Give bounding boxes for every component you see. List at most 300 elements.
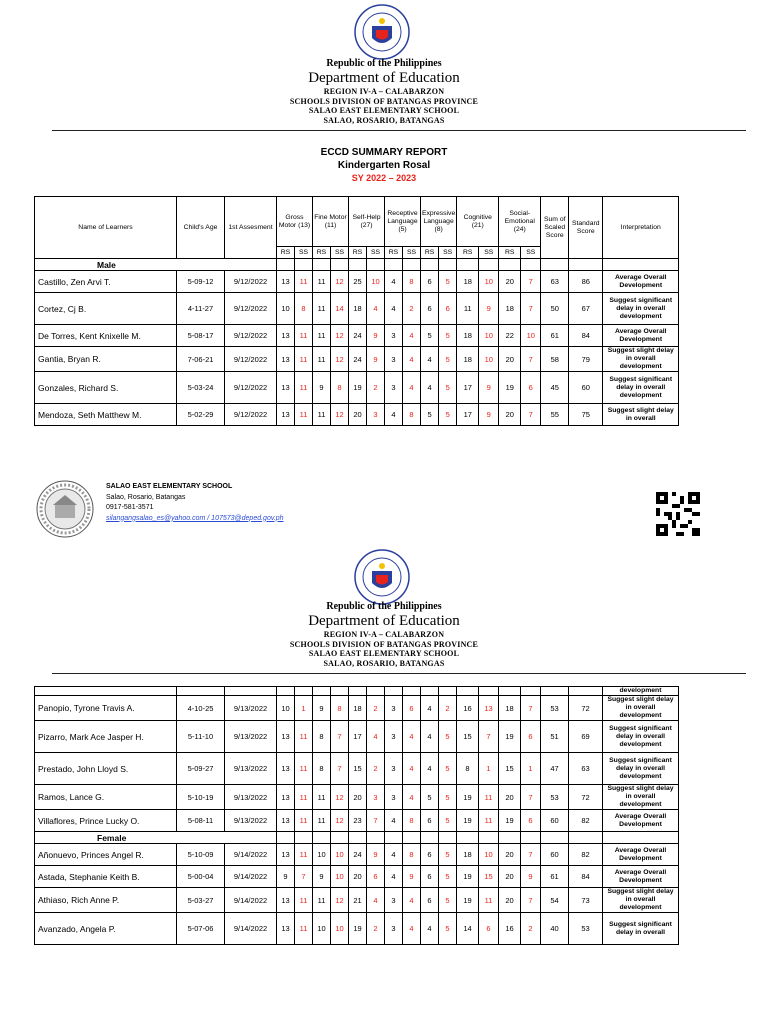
table-row <box>35 325 679 347</box>
scaled-score: 7 <box>521 271 541 293</box>
raw-score: 11 <box>313 271 331 293</box>
child-age: 5-07-06 <box>177 913 225 945</box>
learner-name: Avanzado, Angela P. <box>35 913 177 945</box>
raw-score: 11 <box>313 810 331 832</box>
sum-scaled-score: 53 <box>541 696 569 721</box>
interpretation: Average Overall Development <box>603 844 679 866</box>
interpretation: Suggest slight delay in overall <box>603 404 679 426</box>
raw-score: 24 <box>349 325 367 347</box>
learner-name: Astada, Stephanie Keith B. <box>35 866 177 888</box>
interpretation: Suggest slight delay in overall development <box>603 785 679 810</box>
region-text: REGION IV-A – CALABARZON <box>323 87 445 96</box>
learner-name: Castillo, Zen Arvi T. <box>35 271 177 293</box>
scaled-score: 7 <box>521 888 541 913</box>
sum-scaled-score: 40 <box>541 913 569 945</box>
raw-score: 13 <box>277 271 295 293</box>
assessment-date: 9/14/2022 <box>225 913 277 945</box>
scaled-score: 12 <box>331 404 349 426</box>
scaled-score: 4 <box>403 372 421 404</box>
ss-label: SS <box>295 247 313 259</box>
school-text: SALAO EAST ELEMENTARY SCHOOL <box>308 106 460 115</box>
child-age: 5-02-29 <box>177 404 225 426</box>
raw-score: 13 <box>277 913 295 945</box>
col-cognitive: Cognitive (21) <box>457 197 499 247</box>
sum-scaled-score: 50 <box>541 293 569 325</box>
scaled-score: 7 <box>521 785 541 810</box>
raw-score: 3 <box>385 721 403 753</box>
scaled-score: 11 <box>295 913 313 945</box>
scaled-score: 4 <box>403 785 421 810</box>
scaled-score: 11 <box>295 844 313 866</box>
scaled-score: 9 <box>367 347 385 372</box>
scaled-score: 8 <box>331 696 349 721</box>
section-male-label: Male <box>35 259 277 271</box>
scaled-score: 5 <box>439 372 457 404</box>
scaled-score: 11 <box>295 721 313 753</box>
raw-score: 18 <box>457 347 479 372</box>
rs-label: RS <box>385 247 403 259</box>
footer-email-link[interactable]: silangangsalao_es@yahoo.com / 107573@deped.gov.ph <box>106 514 284 522</box>
raw-score: 13 <box>277 810 295 832</box>
republic-text: Republic of the Philippines <box>326 58 442 69</box>
scaled-score: 5 <box>439 404 457 426</box>
scaled-score: 5 <box>439 753 457 785</box>
raw-score: 9 <box>313 866 331 888</box>
raw-score: 20 <box>499 271 521 293</box>
department-title: Department of Education <box>308 613 460 629</box>
scaled-score: 14 <box>331 293 349 325</box>
continued-interpretation: development <box>603 687 679 696</box>
learner-name: Gonzales, Richard S. <box>35 372 177 404</box>
scaled-score: 11 <box>479 810 499 832</box>
raw-score: 4 <box>385 844 403 866</box>
standard-score: 79 <box>569 347 603 372</box>
raw-score: 4 <box>385 404 403 426</box>
standard-score: 72 <box>569 785 603 810</box>
raw-score: 10 <box>313 844 331 866</box>
scaled-score: 2 <box>367 372 385 404</box>
assessment-date: 9/12/2022 <box>225 271 277 293</box>
ss-label: SS <box>521 247 541 259</box>
ss-label: SS <box>439 247 457 259</box>
child-age: 5-09-27 <box>177 753 225 785</box>
learner-name: De Torres, Kent Knixelle M. <box>35 325 177 347</box>
scaled-score: 2 <box>521 913 541 945</box>
scaled-score: 6 <box>521 721 541 753</box>
sum-scaled-score: 60 <box>541 844 569 866</box>
region-text: REGION IV-A – CALABARZON <box>323 630 445 639</box>
assessment-date: 9/12/2022 <box>225 293 277 325</box>
scaled-score: 5 <box>439 844 457 866</box>
raw-score: 13 <box>277 888 295 913</box>
standard-score: 72 <box>569 696 603 721</box>
scaled-score: 11 <box>295 785 313 810</box>
scaled-score: 11 <box>295 753 313 785</box>
scaled-score: 4 <box>403 913 421 945</box>
raw-score: 19 <box>499 810 521 832</box>
table-row <box>35 404 679 426</box>
scaled-score: 4 <box>367 293 385 325</box>
qr-code-icon <box>656 492 700 536</box>
sum-scaled-score: 61 <box>541 866 569 888</box>
address-text: SALAO, ROSARIO, BATANGAS <box>323 658 445 668</box>
child-age: 5-03-27 <box>177 888 225 913</box>
learner-name: Panopio, Tyrone Travis A. <box>35 696 177 721</box>
raw-score: 19 <box>349 372 367 404</box>
scaled-score: 6 <box>521 372 541 404</box>
scaled-score: 5 <box>439 721 457 753</box>
scaled-score: 11 <box>479 785 499 810</box>
child-age: 7-06-21 <box>177 347 225 372</box>
col-interpretation: Interpretation <box>603 197 679 259</box>
raw-score: 6 <box>421 810 439 832</box>
scaled-score: 4 <box>367 888 385 913</box>
table-row <box>35 844 679 866</box>
interpretation: Average Overall Development <box>603 271 679 293</box>
ss-label: SS <box>479 247 499 259</box>
raw-score: 25 <box>349 271 367 293</box>
school-logo-icon <box>36 480 94 538</box>
scaled-score: 11 <box>295 404 313 426</box>
scaled-score: 10 <box>479 271 499 293</box>
raw-score: 11 <box>313 404 331 426</box>
raw-score: 17 <box>457 404 479 426</box>
page-1-footer <box>36 478 736 540</box>
learner-name: Villaflores, Prince Lucky O. <box>35 810 177 832</box>
assessment-date: 9/12/2022 <box>225 372 277 404</box>
section-row-male <box>35 259 679 271</box>
scaled-score: 7 <box>479 721 499 753</box>
raw-score: 16 <box>499 913 521 945</box>
scaled-score: 1 <box>521 753 541 785</box>
raw-score: 18 <box>349 696 367 721</box>
child-age: 4-11-27 <box>177 293 225 325</box>
scaled-score: 11 <box>479 888 499 913</box>
class-name: Kindergarten Rosal <box>337 160 431 171</box>
raw-score: 19 <box>349 913 367 945</box>
continuation-row <box>35 687 679 696</box>
footer-phone: 0917-581-3571 <box>106 504 154 511</box>
scaled-score: 11 <box>295 810 313 832</box>
table-row <box>35 271 679 293</box>
report-title: ECCD SUMMARY REPORT <box>320 147 448 158</box>
section-female-label: Female <box>35 832 277 844</box>
child-age: 5-03-24 <box>177 372 225 404</box>
deped-seal-icon <box>354 4 410 60</box>
scaled-score: 4 <box>403 721 421 753</box>
raw-score: 18 <box>499 696 521 721</box>
scaled-score: 5 <box>439 347 457 372</box>
raw-score: 20 <box>499 404 521 426</box>
scaled-score: 7 <box>521 696 541 721</box>
col-first-assessment: 1st Assesment <box>225 197 277 259</box>
assessment-date: 9/14/2022 <box>225 888 277 913</box>
summary-table-page-2 <box>34 686 679 945</box>
scaled-score: 4 <box>403 753 421 785</box>
interpretation: Average Overall Development <box>603 866 679 888</box>
raw-score: 13 <box>277 753 295 785</box>
sum-scaled-score: 47 <box>541 753 569 785</box>
scaled-score: 5 <box>439 325 457 347</box>
sum-scaled-score: 45 <box>541 372 569 404</box>
scaled-score: 5 <box>439 810 457 832</box>
raw-score: 5 <box>421 404 439 426</box>
rs-label: RS <box>499 247 521 259</box>
rs-label: RS <box>457 247 479 259</box>
raw-score: 17 <box>349 721 367 753</box>
learner-name: Añonuevo, Princes Angel R. <box>35 844 177 866</box>
raw-score: 13 <box>277 404 295 426</box>
department-title: Department of Education <box>308 70 460 86</box>
raw-score: 19 <box>499 721 521 753</box>
raw-score: 18 <box>457 844 479 866</box>
scaled-score: 5 <box>439 866 457 888</box>
scaled-score: 12 <box>331 888 349 913</box>
scaled-score: 10 <box>331 913 349 945</box>
sum-scaled-score: 55 <box>541 404 569 426</box>
interpretation: Average Overall Development <box>603 810 679 832</box>
raw-score: 14 <box>457 913 479 945</box>
table-row <box>35 753 679 785</box>
header-row <box>35 197 679 247</box>
ss-label: SS <box>403 247 421 259</box>
child-age: 5-08-17 <box>177 325 225 347</box>
child-age: 5-10-19 <box>177 785 225 810</box>
page-2 <box>0 545 768 1024</box>
raw-score: 22 <box>499 325 521 347</box>
school-contact <box>106 482 284 524</box>
raw-score: 4 <box>421 753 439 785</box>
scaled-score: 7 <box>521 844 541 866</box>
scaled-score: 8 <box>295 293 313 325</box>
raw-score: 13 <box>277 785 295 810</box>
interpretation: Suggest significant delay in overall development <box>603 372 679 404</box>
scaled-score: 4 <box>403 347 421 372</box>
standard-score: 69 <box>569 721 603 753</box>
scaled-score: 7 <box>521 293 541 325</box>
sum-scaled-score: 54 <box>541 888 569 913</box>
scaled-score: 7 <box>521 347 541 372</box>
raw-score: 6 <box>421 271 439 293</box>
interpretation: Suggest significant delay in overall <box>603 913 679 945</box>
child-age: 5-09-12 <box>177 271 225 293</box>
col-sum: Sum of Scaled Score <box>541 197 569 259</box>
interpretation: Suggest slight delay in overall development <box>603 347 679 372</box>
scaled-score: 8 <box>403 810 421 832</box>
scaled-score: 10 <box>367 271 385 293</box>
raw-score: 20 <box>499 347 521 372</box>
scaled-score: 11 <box>295 347 313 372</box>
raw-score: 3 <box>385 372 403 404</box>
raw-score: 3 <box>385 785 403 810</box>
raw-score: 19 <box>457 866 479 888</box>
assessment-date: 9/12/2022 <box>225 325 277 347</box>
standard-score: 73 <box>569 888 603 913</box>
republic-text: Republic of the Philippines <box>326 601 442 612</box>
raw-score: 6 <box>421 866 439 888</box>
scaled-score: 12 <box>331 785 349 810</box>
scaled-score: 15 <box>479 866 499 888</box>
letterhead <box>0 601 768 668</box>
raw-score: 8 <box>313 721 331 753</box>
scaled-score: 12 <box>331 325 349 347</box>
deped-seal-icon <box>354 549 410 605</box>
scaled-score: 9 <box>479 404 499 426</box>
raw-score: 5 <box>421 325 439 347</box>
scaled-score: 2 <box>403 293 421 325</box>
scaled-score: 7 <box>367 810 385 832</box>
scaled-score: 11 <box>295 271 313 293</box>
col-social: Social-Emotional (24) <box>499 197 541 247</box>
table-row <box>35 721 679 753</box>
scaled-score: 4 <box>403 325 421 347</box>
standard-score: 63 <box>569 753 603 785</box>
raw-score: 15 <box>457 721 479 753</box>
division-text: SCHOOLS DIVISION OF BATANGAS PROVINCE <box>289 96 479 106</box>
col-self-help: Self-Help (27) <box>349 197 385 247</box>
raw-score: 21 <box>349 888 367 913</box>
rs-label: RS <box>277 247 295 259</box>
scaled-score: 9 <box>521 866 541 888</box>
table-row <box>35 785 679 810</box>
scaled-score: 1 <box>295 696 313 721</box>
raw-score: 4 <box>421 347 439 372</box>
scaled-score: 5 <box>439 271 457 293</box>
address-text: SALAO, ROSARIO, BATANGAS <box>323 115 445 125</box>
raw-score: 3 <box>385 696 403 721</box>
scaled-score: 5 <box>439 888 457 913</box>
page-1-rows <box>35 271 679 426</box>
table-row <box>35 372 679 404</box>
rs-label: RS <box>421 247 439 259</box>
standard-score: 53 <box>569 913 603 945</box>
interpretation: Average Overall Development <box>603 325 679 347</box>
raw-score: 20 <box>349 404 367 426</box>
scaled-score: 8 <box>403 271 421 293</box>
raw-score: 4 <box>385 810 403 832</box>
raw-score: 3 <box>385 888 403 913</box>
scaled-score: 5 <box>439 913 457 945</box>
page-2-female-rows <box>35 844 679 945</box>
scaled-score: 7 <box>521 404 541 426</box>
scaled-score: 10 <box>521 325 541 347</box>
raw-score: 18 <box>457 271 479 293</box>
raw-score: 11 <box>313 293 331 325</box>
raw-score: 13 <box>277 325 295 347</box>
raw-score: 4 <box>421 696 439 721</box>
scaled-score: 3 <box>367 404 385 426</box>
child-age: 5-08-11 <box>177 810 225 832</box>
footer-address: Salao, Rosario, Batangas <box>106 493 186 501</box>
raw-score: 9 <box>277 866 295 888</box>
scaled-score: 11 <box>295 325 313 347</box>
raw-score: 9 <box>313 696 331 721</box>
raw-score: 15 <box>349 753 367 785</box>
raw-score: 20 <box>499 785 521 810</box>
standard-score: 60 <box>569 372 603 404</box>
interpretation: Suggest significant delay in overall development <box>603 293 679 325</box>
raw-score: 13 <box>277 372 295 404</box>
raw-score: 11 <box>313 888 331 913</box>
col-fine-motor: Fine Motor (11) <box>313 197 349 247</box>
ss-label: SS <box>331 247 349 259</box>
scaled-score: 9 <box>479 293 499 325</box>
learner-name: Mendoza, Seth Matthew M. <box>35 404 177 426</box>
assessment-date: 9/13/2022 <box>225 753 277 785</box>
sum-scaled-score: 63 <box>541 271 569 293</box>
child-age: 5-00-04 <box>177 866 225 888</box>
child-age: 5-11-10 <box>177 721 225 753</box>
standard-score: 84 <box>569 866 603 888</box>
raw-score: 4 <box>421 372 439 404</box>
scaled-score: 2 <box>439 696 457 721</box>
sum-scaled-score: 60 <box>541 810 569 832</box>
scaled-score: 9 <box>367 844 385 866</box>
col-name: Name of Learners <box>35 197 177 259</box>
raw-score: 15 <box>499 753 521 785</box>
sum-scaled-score: 53 <box>541 785 569 810</box>
scaled-score: 5 <box>439 785 457 810</box>
raw-score: 4 <box>385 293 403 325</box>
scaled-score: 4 <box>403 888 421 913</box>
scaled-score: 6 <box>521 810 541 832</box>
learner-name: Pizarro, Mark Ace Jasper H. <box>35 721 177 753</box>
learner-name: Cortez, Cj B. <box>35 293 177 325</box>
scaled-score: 10 <box>331 844 349 866</box>
table-row <box>35 293 679 325</box>
raw-score: 4 <box>421 913 439 945</box>
scaled-score: 10 <box>331 866 349 888</box>
raw-score: 18 <box>349 293 367 325</box>
assessment-date: 9/13/2022 <box>225 696 277 721</box>
page-2-male-rows <box>35 696 679 832</box>
sum-scaled-score: 51 <box>541 721 569 753</box>
section-row-female <box>35 832 679 844</box>
raw-score: 6 <box>421 888 439 913</box>
scaled-score: 7 <box>295 866 313 888</box>
raw-score: 3 <box>385 753 403 785</box>
header-divider <box>52 130 746 131</box>
learner-name: Gantia, Bryan R. <box>35 347 177 372</box>
scaled-score: 9 <box>403 866 421 888</box>
raw-score: 20 <box>349 866 367 888</box>
assessment-date: 9/13/2022 <box>225 810 277 832</box>
raw-score: 17 <box>457 372 479 404</box>
raw-score: 20 <box>349 785 367 810</box>
scaled-score: 4 <box>367 721 385 753</box>
scaled-score: 8 <box>403 844 421 866</box>
raw-score: 11 <box>457 293 479 325</box>
raw-score: 18 <box>499 293 521 325</box>
col-expressive: Expressive Language (8) <box>421 197 457 247</box>
raw-score: 24 <box>349 844 367 866</box>
raw-score: 24 <box>349 347 367 372</box>
raw-score: 4 <box>421 721 439 753</box>
table-row <box>35 347 679 372</box>
raw-score: 20 <box>499 844 521 866</box>
scaled-score: 9 <box>479 372 499 404</box>
learner-name: Athiaso, Rich Anne P. <box>35 888 177 913</box>
raw-score: 10 <box>313 913 331 945</box>
interpretation: Suggest significant delay in overall development <box>603 721 679 753</box>
scaled-score: 3 <box>367 785 385 810</box>
standard-score: 82 <box>569 844 603 866</box>
assessment-date: 9/12/2022 <box>225 404 277 426</box>
raw-score: 19 <box>457 785 479 810</box>
division-text: SCHOOLS DIVISION OF BATANGAS PROVINCE <box>289 639 479 649</box>
table-row <box>35 888 679 913</box>
header-divider <box>52 673 746 674</box>
